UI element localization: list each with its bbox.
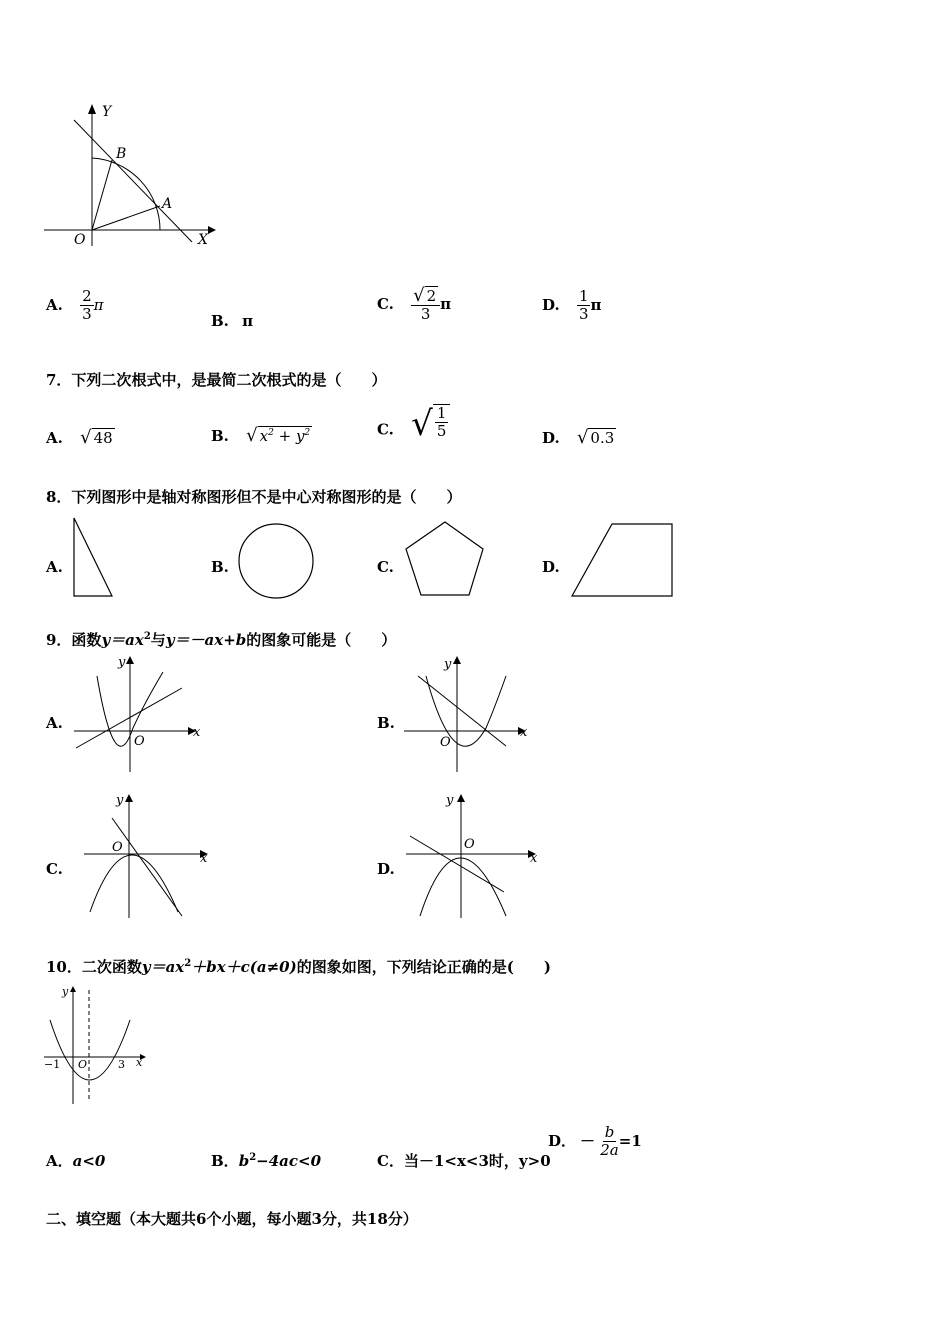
q9-option-a-letter[interactable]: A. bbox=[46, 714, 63, 732]
q7-stem: 7．下列二次根式中，是最简二次根式的是（ ） bbox=[46, 371, 387, 389]
line bbox=[112, 818, 182, 916]
radicand: 0.3 bbox=[590, 429, 615, 447]
section-2-title: 二、填空题（本大题共6个小题，每小题3分，共18分） bbox=[46, 1210, 418, 1228]
var-y: y bbox=[295, 427, 305, 445]
option-letter: B. bbox=[211, 312, 229, 330]
q6-option-c[interactable] bbox=[377, 286, 451, 324]
label-o: O bbox=[74, 232, 86, 248]
axis-x-label: x bbox=[200, 851, 208, 866]
option-letter: B． bbox=[211, 1152, 239, 1170]
q9-graph-a bbox=[70, 652, 220, 776]
axis-y-label: y bbox=[62, 985, 69, 998]
denominator: 5 bbox=[436, 422, 447, 441]
q9-option-d-letter[interactable]: D. bbox=[377, 860, 395, 878]
sqrt-expression: √ $x^2 + y^2$ bbox=[246, 425, 311, 446]
exponent: 2 bbox=[143, 631, 151, 642]
axis-y-label: y bbox=[446, 793, 454, 808]
pi-symbol: π bbox=[93, 295, 104, 314]
q7-option-c[interactable] bbox=[377, 403, 450, 444]
pi-symbol: π bbox=[590, 295, 602, 314]
stem-suffix: 的图象可能是（ ） bbox=[246, 631, 397, 649]
radicand: 48 bbox=[93, 429, 113, 447]
option-text: −4ac<0 bbox=[256, 1152, 322, 1170]
numerator: 1 bbox=[436, 404, 447, 422]
segment-ob bbox=[92, 160, 112, 230]
option-letter: A. bbox=[46, 429, 63, 447]
origin-label: O bbox=[112, 840, 123, 855]
pi-symbol: π bbox=[440, 294, 452, 313]
q6-option-a[interactable] bbox=[46, 288, 104, 324]
x-arrow bbox=[208, 226, 216, 234]
q7-option-b[interactable] bbox=[211, 426, 312, 445]
parabola bbox=[426, 676, 506, 746]
q8-option-c-letter[interactable]: C. bbox=[377, 558, 394, 576]
label-x: X bbox=[198, 232, 208, 248]
exponent: 2 bbox=[249, 1152, 257, 1163]
axis-x-label: x bbox=[520, 725, 528, 740]
numerator: √ 2 bbox=[411, 286, 440, 306]
sqrt-expression: √ 0.3 bbox=[576, 427, 615, 448]
minus-sign: － bbox=[580, 1131, 596, 1150]
option-letter: C. bbox=[377, 420, 394, 439]
q8-option-d-letter[interactable]: D. bbox=[542, 558, 560, 576]
numerator: 1 bbox=[578, 287, 589, 305]
option-letter: C. bbox=[377, 294, 394, 313]
q10-option-a[interactable] bbox=[46, 1150, 105, 1171]
q8-shape-trapezoid bbox=[568, 520, 678, 602]
q10-option-c[interactable] bbox=[377, 1150, 551, 1171]
parabola bbox=[50, 1020, 130, 1080]
numerator: b bbox=[604, 1123, 615, 1141]
q9-option-c-letter[interactable]: C. bbox=[46, 860, 63, 878]
q10-option-b[interactable] bbox=[211, 1150, 321, 1171]
origin-label: O bbox=[134, 734, 145, 749]
option-text: a<0 bbox=[72, 1152, 106, 1170]
q9-graph-b bbox=[400, 652, 550, 776]
option-letter: B. bbox=[211, 427, 229, 445]
q8-option-a-letter[interactable]: A. bbox=[46, 558, 63, 576]
function-2: y＝－ax+b bbox=[165, 631, 247, 649]
option-letter: D. bbox=[542, 295, 560, 314]
var-b: b bbox=[238, 1152, 250, 1170]
option-text: 当－1<x<3时，y>0 bbox=[403, 1152, 551, 1170]
exponent: 2 bbox=[268, 428, 274, 438]
q6-option-d[interactable] bbox=[542, 288, 601, 324]
q7-option-d[interactable] bbox=[542, 428, 616, 447]
denominator: 3 bbox=[578, 305, 589, 324]
option-text: =1 bbox=[618, 1131, 642, 1150]
origin-label: O bbox=[440, 735, 451, 750]
q9-graph-c bbox=[80, 788, 230, 922]
q8-shape-circle bbox=[236, 522, 316, 602]
q6-figure bbox=[40, 100, 230, 250]
denominator: 3 bbox=[82, 305, 92, 324]
q9-option-b-letter[interactable]: B. bbox=[377, 714, 395, 732]
denominator: 3 bbox=[420, 305, 431, 324]
option-letter: A. bbox=[46, 295, 63, 314]
axis-y-label: y bbox=[444, 657, 452, 672]
fraction bbox=[411, 286, 440, 324]
exponent: 2 bbox=[304, 428, 311, 438]
function-rest: ＋bx＋c(a≠0) bbox=[191, 958, 297, 976]
axis-x-label: x bbox=[136, 1056, 143, 1069]
root-minus-one: −1 bbox=[44, 1058, 61, 1071]
axis-x-label: x bbox=[193, 725, 201, 740]
parabola bbox=[420, 858, 506, 916]
denominator: 2a bbox=[600, 1141, 619, 1160]
function-1: y＝ax bbox=[101, 631, 144, 649]
plus-sign: + bbox=[273, 427, 296, 445]
stem-prefix: 9．函数 bbox=[46, 631, 102, 649]
var-x: x bbox=[259, 427, 269, 445]
stem-prefix: 10．二次函数 bbox=[46, 958, 142, 976]
label-b: B bbox=[116, 146, 127, 162]
q9-graph-d bbox=[402, 788, 552, 922]
origin-label: O bbox=[464, 837, 475, 852]
q9-stem bbox=[46, 629, 396, 650]
q6-option-b[interactable] bbox=[211, 312, 253, 330]
fraction bbox=[80, 288, 94, 324]
q10-figure bbox=[40, 980, 160, 1108]
axis-y-label: y bbox=[118, 655, 126, 670]
stem-conjunction: 与 bbox=[150, 631, 166, 649]
radicand: 2 bbox=[426, 287, 437, 305]
axis-x-label: x bbox=[530, 851, 538, 866]
fraction bbox=[577, 288, 591, 324]
option-value: π bbox=[242, 312, 254, 330]
q8-shape-pentagon bbox=[402, 518, 488, 600]
axis-y-label: y bbox=[116, 793, 124, 808]
q10-option-d[interactable] bbox=[548, 1124, 642, 1160]
function: y＝ax bbox=[141, 958, 185, 976]
q10-stem bbox=[46, 956, 551, 977]
sqrt-expression: √ $\frac{1}{5}$ bbox=[411, 404, 450, 441]
sqrt-expression: √ 48 bbox=[80, 427, 113, 448]
option-letter: D． bbox=[548, 1131, 577, 1150]
q8-shape-right-triangle bbox=[70, 514, 116, 600]
origin-label: O bbox=[78, 1058, 88, 1071]
exponent: 2 bbox=[184, 958, 192, 969]
q8-stem: 8．下列图形中是轴对称图形但不是中心对称图形的是（ ） bbox=[46, 488, 462, 506]
option-letter: D. bbox=[542, 429, 560, 447]
label-y: Y bbox=[102, 104, 112, 120]
root-three: 3 bbox=[118, 1058, 125, 1071]
y-arrow bbox=[88, 104, 96, 114]
option-letter: A． bbox=[46, 1152, 73, 1170]
stem-suffix: 的图象如图，下列结论正确的是( ) bbox=[296, 958, 551, 976]
fraction bbox=[600, 1124, 619, 1160]
label-a: A bbox=[162, 196, 173, 212]
q7-option-a[interactable] bbox=[46, 428, 115, 447]
numerator: 2 bbox=[82, 287, 92, 305]
segment-oa bbox=[92, 206, 160, 230]
option-letter: C． bbox=[377, 1152, 404, 1170]
line bbox=[410, 836, 504, 892]
q8-option-b-letter[interactable]: B. bbox=[211, 558, 229, 576]
parabola bbox=[90, 855, 178, 912]
